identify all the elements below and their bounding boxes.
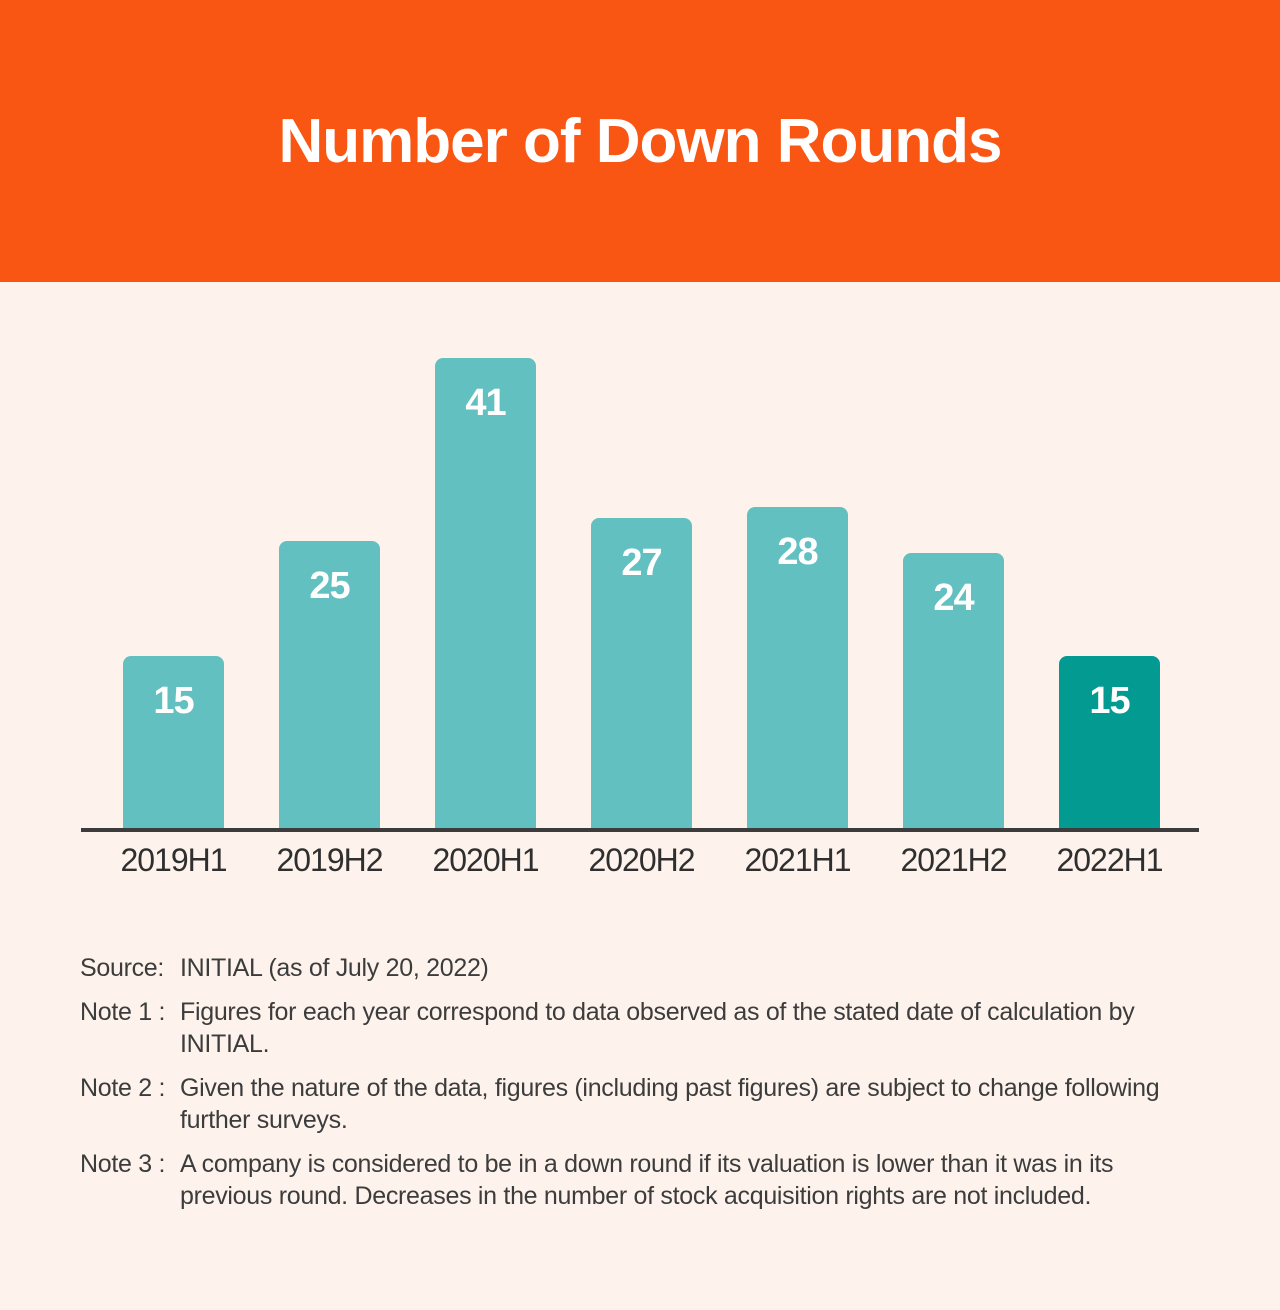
bar-2021H1 xyxy=(747,507,848,828)
title-banner xyxy=(0,0,1280,282)
bar-chart xyxy=(0,282,1280,900)
source-label: Source: xyxy=(80,954,165,982)
note-row-1 xyxy=(80,996,1200,1060)
note-text-3: A company is considered to be in a down round if its valuation is lower than it was in its previous round. Decreases in the number of stock acquisition rights are not included. xyxy=(180,1150,1114,1210)
bar-value-label: 27 xyxy=(621,542,662,584)
note-label-2: Note 2 : xyxy=(80,1074,166,1102)
x-tick-2022H1: 2022H1 xyxy=(1056,842,1163,878)
bar-2020H2 xyxy=(591,518,692,828)
note-label-1: Note 1 : xyxy=(80,998,166,1026)
bar-2019H1 xyxy=(123,656,224,828)
bar-2020H1 xyxy=(435,358,536,828)
notes-section xyxy=(80,952,1200,1212)
x-tick-2019H2: 2019H2 xyxy=(276,842,383,878)
bar-2019H2 xyxy=(279,541,380,828)
bar-value-label: 25 xyxy=(309,565,350,607)
bar-value-label: 28 xyxy=(777,531,818,573)
bar-value-label: 15 xyxy=(153,680,194,722)
x-tick-2019H1: 2019H1 xyxy=(120,842,227,878)
x-tick-2020H1: 2020H1 xyxy=(432,842,539,878)
bar-2021H2 xyxy=(903,553,1004,828)
x-tick-2021H1: 2021H1 xyxy=(744,842,851,878)
bar-value-label: 41 xyxy=(465,382,506,424)
note-row-3 xyxy=(80,1148,1200,1212)
note-text-1: Figures for each year correspond to data observed as of the stated date of calculation by INITIAL. xyxy=(180,998,1135,1058)
source-row xyxy=(80,952,1200,984)
note-text-2: Given the nature of the data, figures (including past figures) are subject to change following further surveys. xyxy=(180,1074,1160,1134)
note-row-2 xyxy=(80,1072,1200,1136)
note-label-3: Note 3 : xyxy=(80,1150,166,1178)
x-axis-line xyxy=(81,828,1199,832)
x-tick-2021H2: 2021H2 xyxy=(900,842,1007,878)
source-text: INITIAL (as of July 20, 2022) xyxy=(180,954,489,982)
bar-2022H1 xyxy=(1059,656,1160,828)
bar-value-label: 15 xyxy=(1089,680,1130,722)
x-tick-2020H2: 2020H2 xyxy=(588,842,695,878)
bar-value-label: 24 xyxy=(933,577,974,619)
page-title: Number of Down Rounds xyxy=(278,106,1002,176)
